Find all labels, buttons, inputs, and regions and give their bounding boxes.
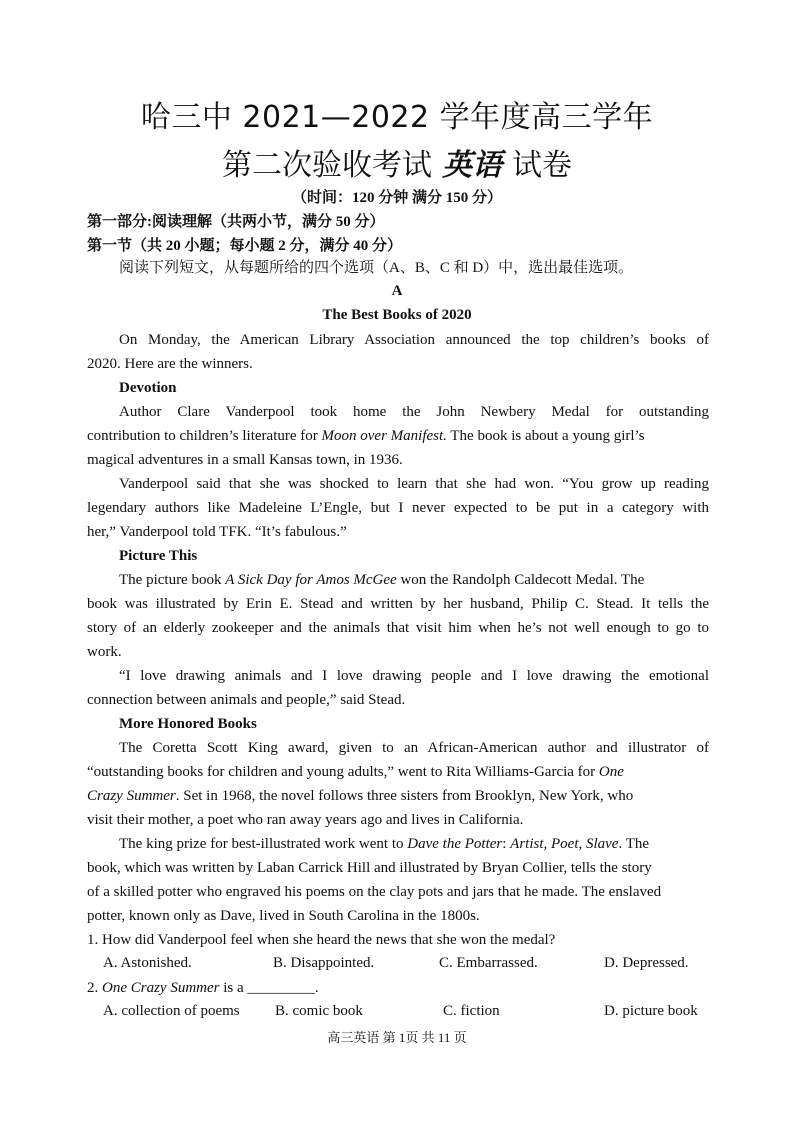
paragraph-line [87,760,709,784]
exam-time-info: （时间：120 分钟 满分 150 分） [291,190,502,206]
paragraph-line [87,784,709,808]
text-span: is a _________. [219,980,319,996]
book-title: One [598,764,624,780]
passage-title: The Best Books of 2020 [322,307,472,323]
text-span: The king prize for best-illustrated work went to [119,836,408,852]
question-2-stem [87,976,709,1000]
section-heading: 第一节（共 20 小题；每小题 2 分，满分 40 分） [87,238,403,254]
book-title: A Sick Day for Amos McGee [225,572,397,588]
paragraph-line: her,” Vanderpool told TFK. “It’s fabulous.” [87,524,347,540]
book-title: Artist, Poet, Slave [510,836,619,852]
paragraph-line: magical adventures in a small Kansas town, in 1936. [87,452,403,468]
paragraph-line: visit their mother, a poet who ran away years ago and lives in California. [87,812,524,828]
text-span: won the Randolph Caldecott Medal. The [396,572,645,588]
subheading-more-honored: More Honored Books [119,716,257,732]
text-span: “outstanding books for children and young adults,” went to Rita Williams-Garcia for [87,764,599,780]
book-title: Crazy Summer [87,788,176,804]
option-b[interactable]: B. comic book [275,1003,363,1019]
option-c[interactable]: C. fiction [443,1003,500,1019]
paragraph-line: The Coretta Scott King award, given to an African-American author and illustrator of [119,740,709,756]
exam-title-line1: 哈三中 2021—2022 学年度高三学年 [140,100,654,135]
subheading-picture-this: Picture This [119,548,198,564]
paragraph-line: potter, known only as Dave, lived in South Carolina in the 1800s. [87,908,480,924]
exam-name: 第二次验收考试 [222,148,432,183]
book-title: One Crazy Summer [102,980,220,996]
option-b[interactable]: B. Disappointed. [273,955,375,971]
instruction-text: 阅读下列短文，从每题所给的四个选项（A、B、C 和 D）中，选出最佳选项。 [119,260,634,276]
paragraph-line: Author Clare Vanderpool took home the John Newbery Medal for outstanding [119,404,709,420]
paragraph-line: Vanderpool said that she was shocked to learn that she had won. “You grow up reading [119,476,709,492]
paragraph-line [87,568,709,592]
paragraph-line [87,832,709,856]
paragraph-line: of a skilled potter who engraved his poems on the clay pots and jars that he made. The enslaved [87,884,662,900]
paragraph-line [87,424,709,448]
question-number: 2. [87,980,102,996]
text-span: . Set in 1968, the novel follows three sisters from Brooklyn, New York, who [175,788,634,804]
text-span: contribution to children’s literature for [87,428,322,444]
paragraph-line: work. [87,644,122,660]
text-span: The book is about a young girl’s [446,428,645,444]
subheading-devotion: Devotion [119,380,177,396]
option-d[interactable]: D. Depressed. [604,955,689,971]
option-c[interactable]: C. Embarrassed. [439,955,538,971]
paragraph-line: book, which was written by Laban Carrick Hill and illustrated by Bryan Collier, tells the story [87,860,652,876]
question-1-stem: 1. How did Vanderpool feel when she heard the news that she won the medal? [87,932,556,948]
paragraph-line: 2020. Here are the winners. [87,356,253,372]
page-footer: 高三英语 第 1页 共 11 页 [327,1030,467,1045]
paragraph-line: “I love drawing animals and I love drawing people and I love drawing the emotional [119,668,709,684]
paragraph-line: legendary authors like Madeleine L’Engle, but I never expected to be put in a category with [87,500,709,516]
paragraph-line: On Monday, the American Library Association announced the top children’s books of [119,332,709,348]
passage-letter: A [391,283,403,299]
option-a[interactable]: A. Astonished. [103,955,192,971]
text-span: The picture book [119,572,226,588]
book-title: Dave the Potter [407,836,503,852]
part-heading: 第一部分:阅读理解（共两小节，满分 50 分） [87,214,385,230]
paragraph-line: book was illustrated by Erin E. Stead and written by her husband, Philip C. Stead. It tells the [87,596,709,612]
text-span: . The [618,836,650,852]
text-span: : [502,836,511,852]
option-d[interactable]: D. picture book [604,1003,698,1019]
subject-name: 英语 [442,148,502,183]
paragraph-line: story of an elderly zookeeper and the animals that visit him when he’s not well enough to go to [87,620,709,636]
book-title: Moon over Manifest. [321,428,447,444]
option-a[interactable]: A. collection of poems [103,1003,240,1019]
paragraph-line: connection between animals and people,” said Stead. [87,692,406,708]
paper-label: 试卷 [512,148,572,183]
exam-title-line2 [0,140,794,184]
